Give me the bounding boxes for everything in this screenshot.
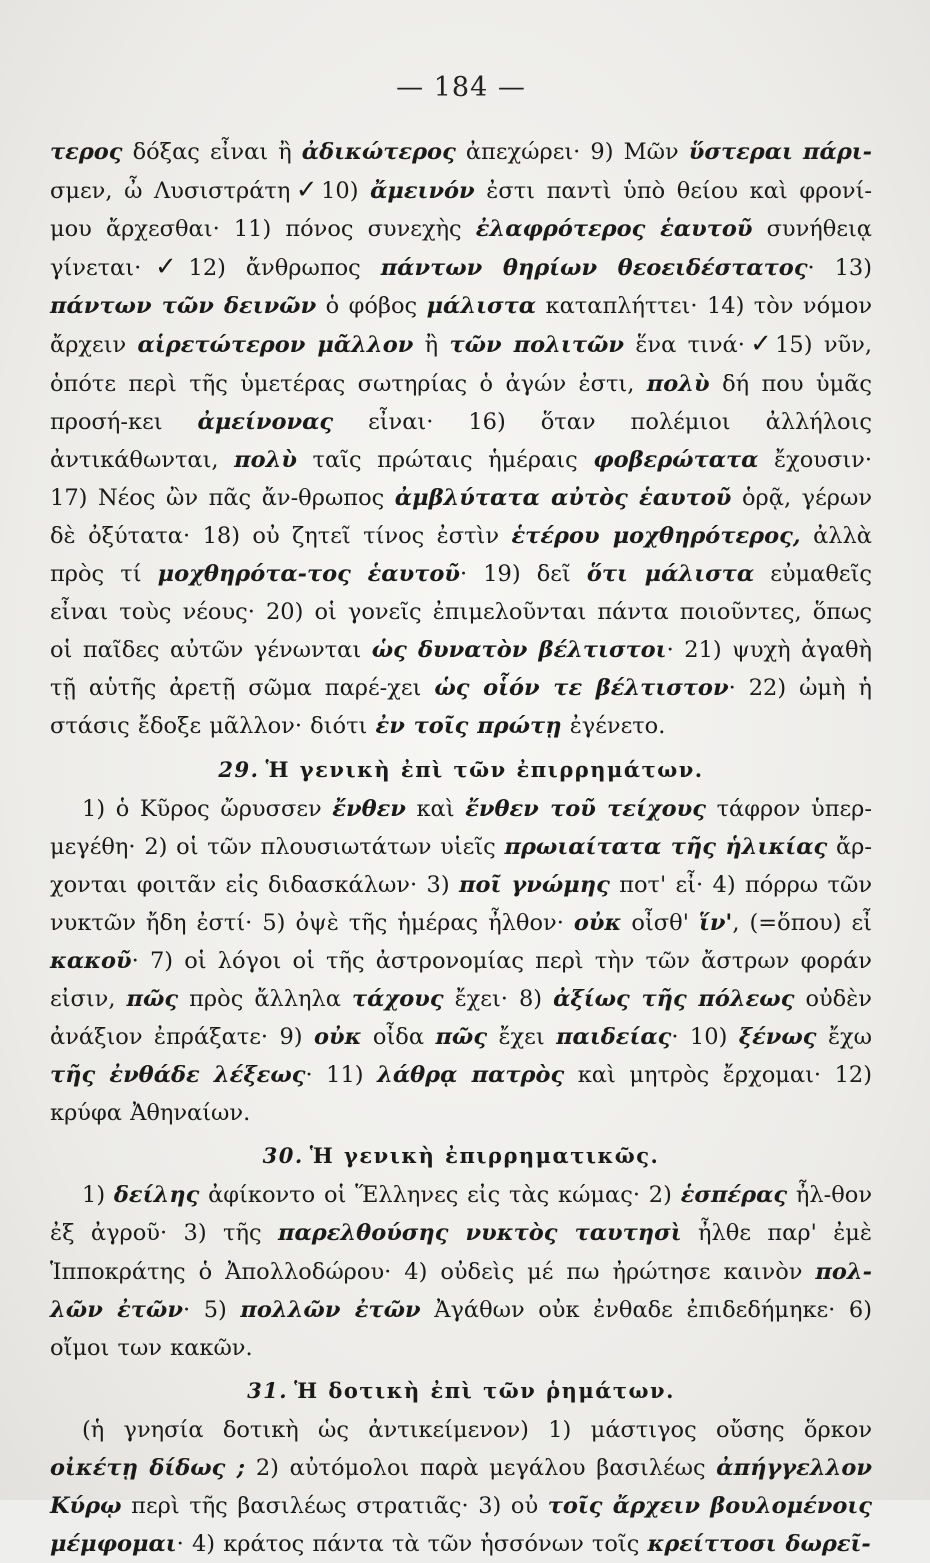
- body-text: ἀπεχώρει· 9) Μῶν: [455, 139, 689, 165]
- body-text: εἶναι· 16) ὅταν πολέμιοι ἀλλήλοις ἀντικάθωνται,: [50, 408, 872, 473]
- emphasized-text: ἀπήγγελλον Κύρῳ: [50, 1454, 872, 1519]
- body-text: ἀφίκοντο οἱ Ἕλληνες εἰς τὰς κώμας· 2): [199, 1182, 681, 1209]
- body-text: · 19) δεῖ: [460, 561, 587, 588]
- emphasized-text: ἀμβλύτατα αὐτὸς ἑαυτοῦ: [394, 484, 732, 511]
- emphasized-text: μάλιστα: [426, 293, 537, 320]
- text-paragraph: [50, 133, 872, 746]
- body-text: πρὸς ἄλληλα: [178, 985, 352, 1012]
- body-text: ὁρᾷ, γέρων δὲ ὀξύτατα· 18) οὐ ζητεῖ τίνος ἐστὶν: [50, 484, 872, 549]
- body-text: Ἀγάθων οὐκ ἐνθαδε ἐπιδεδήμηκε· 6) οἴμοι των κακῶν.: [50, 1296, 873, 1361]
- emphasized-text: ἵν': [698, 909, 733, 936]
- emphasized-text: παιδείας: [556, 1024, 672, 1051]
- section-title: Ἡ γενικὴ ἐπὶ τῶν ἐπιρρημάτων.: [265, 756, 704, 782]
- emphasized-text: ἀδικώτερος: [301, 139, 456, 165]
- body-text: ταῖς πρώταις ἡμέραις: [297, 446, 594, 473]
- body-text: δή που ὑμᾶς προσή-κει: [50, 370, 872, 435]
- body-text: ἦλθε παρ' ἐμὲ Ἱπποκράτης ὁ Ἀπολλοδώρου· 4) οὐδεὶς μέ πω ἠρώτησε καινὸν: [50, 1220, 872, 1285]
- body-text: ὁ φόβος: [316, 293, 427, 320]
- checkmark-icon: ✓: [746, 329, 776, 360]
- emphasized-text: κακοῦ: [50, 947, 132, 974]
- emphasized-text: πῶς: [435, 1024, 488, 1051]
- section-number: 30.: [262, 1143, 304, 1169]
- emphasized-text: κρείττοσι δωρεῖ-: [647, 1531, 871, 1558]
- body-text: 15) νῦν, ὁπότε περὶ τῆς ὑμετέρας σωτηρίας ὁ ἀγών ἐστι,: [50, 332, 873, 397]
- section-number: 29.: [218, 756, 260, 782]
- emphasized-text: ἀξίως τῆς πόλεως: [553, 985, 795, 1012]
- body-text: ἔχουσιν· 17) Νέος ὢν πᾶς ἄν-θρωπος: [50, 446, 872, 511]
- emphasized-text: ἔνθεν: [332, 795, 406, 822]
- emphasized-text: πολὺ: [646, 370, 710, 397]
- emphasized-text: ἔνθεν τοῦ τείχους: [465, 795, 706, 822]
- emphasized-text: πολὺ: [234, 446, 297, 473]
- text-paragraph: [50, 1176, 872, 1366]
- emphasized-text: οὐκ: [573, 909, 622, 936]
- emphasized-text: ὕστεραι: [688, 139, 793, 165]
- body-text: οὐδὲν ἀνάξιον ἐπράξατε· 9): [50, 985, 872, 1051]
- emphasized-text: ὅτι μάλιστα: [586, 561, 755, 588]
- body-text: 1) ὁ Κῦρος ὤρυσσεν: [82, 795, 333, 822]
- emphasized-text: τάχους: [352, 985, 444, 1012]
- body-text: ἔχω: [816, 1024, 872, 1051]
- body-text: 10): [321, 178, 371, 205]
- body-text: οἶσθ': [621, 909, 699, 936]
- body-text: εὐμαθεῖς εἶναι τοὺς νέους· 20) οἱ γονεῖς ἐπιμελοῦνται πάντα ποιοῦντες, ὅπως οἱ παῖδες αὐτῶν γένωνται: [50, 561, 873, 664]
- body-text: τάφρον ὑπερ-μεγέθη· 2) οἱ τῶν πλουσιωτάτων υἱεῖς: [50, 795, 872, 860]
- body-text: (ἡ γνησία δοτικὴ ὡς ἀντικείμενον) 1) μάστιγος οὔσης ὅρκον: [82, 1416, 872, 1443]
- checkmark-icon: ✓: [292, 175, 322, 206]
- body-text: , (=ὅπου) εἶ: [732, 909, 873, 936]
- body-text: · 5): [182, 1296, 241, 1323]
- body-text: ποτ' εἶ· 4) πόρρω τῶν νυκτῶν ἤδη ἐστί· 5) ὀψὲ τῆς ἡμέρας ἦλθον·: [50, 871, 873, 936]
- body-text: ἕνα τινά·: [624, 332, 745, 359]
- section-title: Ἡ δοτικὴ ἐπὶ τῶν ῥημάτων.: [294, 1377, 675, 1403]
- text-paragraph: [50, 790, 872, 1133]
- body-text: [793, 139, 803, 165]
- emphasized-text: φοβερώτατα: [593, 446, 759, 473]
- page-number: — 184 —: [396, 72, 526, 103]
- emphasized-text: ξένως: [738, 1024, 817, 1051]
- body-text: καὶ: [405, 795, 466, 822]
- body-text: 1): [82, 1182, 114, 1209]
- emphasized-text: πολ-λῶν ἐτῶν: [50, 1258, 872, 1323]
- emphasized-text: τῆς ἐνθάδε λέξεως: [50, 1062, 306, 1089]
- body-text: περὶ τῆς βασιλέως στρατιᾶς· 3) οὐ: [121, 1493, 548, 1519]
- emphasized-text: μοχθηρότα-τος ἑαυτοῦ: [157, 561, 460, 588]
- body-text: ἔχει: [487, 1024, 557, 1051]
- emphasized-text: ἐλαφρότερος ἑαυτοῦ: [475, 216, 753, 243]
- body-text: · 10): [671, 1024, 739, 1051]
- body-text: · 21) ψυχὴ ἀγαθὴ τῇ αὑτῆς ἀρετῇ σῶμα παρέ-χει: [50, 637, 873, 702]
- emphasized-text: τοῖς ἄρχειν βουλομένοις μέμφομαι: [50, 1493, 872, 1558]
- emphasized-text: οὐκ: [314, 1024, 362, 1051]
- body-text: ἔχει· 8): [443, 985, 554, 1012]
- emphasized-text: ἑσπέρας: [680, 1182, 788, 1209]
- emphasized-text: πάρι-: [803, 139, 873, 165]
- emphasized-text: ὡς δυνατὸν βέλτιστοι: [371, 637, 667, 664]
- emphasized-text: ἐν τοῖς πρώτῃ: [375, 713, 562, 740]
- body-text: δόξας εἶναι ἢ: [122, 139, 302, 165]
- emphasized-text: ποῖ γνώμης: [458, 871, 610, 898]
- body-text: ἄρ-χονται φοιτᾶν εἰς διδασκάλων· 3): [50, 833, 872, 898]
- body-text: · 7) οἱ λόγοι οἱ τῆς ἀστρονομίας περὶ τὴν τῶν ἄστρων φοράν εἰσιν,: [50, 947, 872, 1012]
- emphasized-text: πρωιαίτατα τῆς ἡλικίας: [504, 833, 828, 860]
- emphasized-text: ἀμείνονας: [197, 408, 334, 435]
- emphasized-text: δείλης: [113, 1182, 200, 1209]
- section-title: Ἡ γενικὴ ἐπιρρηματικῶς.: [309, 1143, 660, 1169]
- checkmark-icon: ✓: [143, 252, 189, 283]
- body-text: ἦλ-θον ἐξ ἀγροῦ· 3) τῆς: [50, 1182, 872, 1247]
- body-text: συνήθειᾳ γίνεται·: [50, 216, 872, 282]
- body-text: 2) αὐτόμολοι παρὰ μεγάλου βασιλέως: [245, 1454, 717, 1481]
- emphasized-text: παρελθούσης νυκτὸς ταυτησὶ: [277, 1220, 682, 1247]
- body-text: σμεν, ὦ Λυσιστράτη: [50, 178, 291, 205]
- emphasized-text: ἄμεινόν: [370, 178, 475, 205]
- section-heading: [50, 1371, 872, 1411]
- emphasized-text: ἑτέρου μοχθηρότερος,: [511, 522, 801, 549]
- section-heading: [50, 750, 872, 790]
- body-text: ἐστι παντὶ ὑπὸ θείου καὶ φρονί-μου ἄρχεσθαι· 11) πόνος συνεχὴς: [50, 178, 873, 243]
- body-text: ἢ: [413, 332, 450, 359]
- body-text: οἶδα: [361, 1024, 436, 1051]
- section-heading: [50, 1136, 872, 1176]
- section-number: 31.: [247, 1377, 289, 1403]
- body-text: · 13): [807, 255, 872, 282]
- emphasized-text: πάντων θηρίων θεοειδέστατος: [380, 255, 808, 282]
- emphasized-text: τῶν πολιτῶν: [449, 332, 624, 359]
- emphasized-text: λάθρᾳ πατρὸς: [377, 1062, 565, 1089]
- body-text: · 11): [305, 1062, 378, 1089]
- body-text: · 4) κράτος πάντα τὰ τῶν ἡσσόνων τοῖς: [176, 1531, 648, 1558]
- emphasized-text: πάντων τῶν δεινῶν: [50, 293, 317, 320]
- body-text: ἐγένετο.: [561, 713, 666, 740]
- body-text: 12) ἄνθρωπος: [188, 255, 381, 282]
- emphasized-text: οἰκέτῃ δίδως ;: [50, 1454, 246, 1481]
- body-text: · 22) ὠμὴ ἡ στάσις ἔδοξε μᾶλλον· διότι: [50, 675, 872, 740]
- body-text: καταπλήττει· 14) τὸν νόμον ἄρχειν: [50, 293, 872, 359]
- emphasized-text: αἱρετώτερον μᾶλλον: [137, 332, 414, 359]
- text-paragraph: [50, 1411, 872, 1563]
- emphasized-text: ὡς οἷόν τε βέλτιστον: [434, 675, 729, 702]
- emphasized-text: πῶς: [126, 985, 179, 1012]
- emphasized-text: πολλῶν ἐτῶν: [240, 1296, 421, 1323]
- emphasized-text: τερος: [50, 139, 123, 165]
- body-text: ἀλλὰ πρὸς τί: [50, 522, 872, 588]
- page-text: [50, 133, 872, 1563]
- body-text: καὶ μητρὸς ἔρχομαι· 12) κρύφα Ἀθηναίων.: [50, 1062, 872, 1127]
